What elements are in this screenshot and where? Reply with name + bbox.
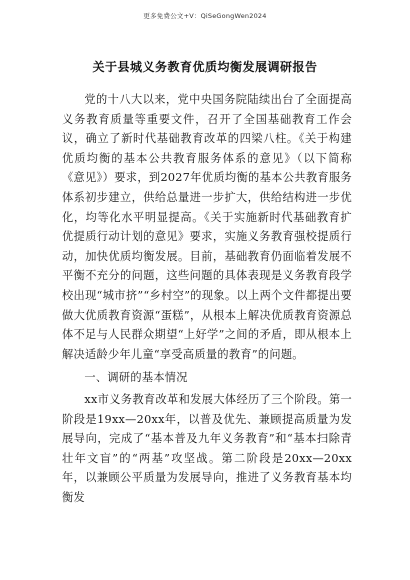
section-paragraph: xx市义务教育改革和发展大体经历了三个阶段。第一阶段是19xx—20xx年，以普及优先、兼顾提高质量为发展导向，完成了“基本普及九年义务教育”和“基本扫除青壮年文盲”的“两基”攻坚战。第二阶段是20xx—20xx年，以兼顾公平质量为发展导向，推进了义务教育基本均衡发 [62, 392, 352, 504]
header-note: 更多免费公文+V：QiSeGongWen2024 [143, 12, 267, 20]
document-title: 关于县城义务教育优质均衡发展调研报告 [92, 60, 318, 74]
document-body [62, 90, 352, 507]
intro-paragraph: 党的十八大以来，党中央国务院陆续出台了全面提高义务教育质量等重要文件，召开了全国基础教育工作会议，确立了新时代基础教育改革的四梁八柱。《关于构建优质均衡的基本公共教育服务体系的意见》（以下简称《意见》）要求，到2027年优质均衡的基本公共教育服务体系初步建立，供给总量进一步扩大，供给结构进一步优化，均等化水平明显提高。《关于实施新时代基础教育扩优提质行动计划的意见》要求，实施义务教育强校提质行动，加快优质均衡发展。目前，基础教育仍面临着发展不平衡不充分的问题，这些问题的具体表现是义务教育段学校出现“城市挤”“乡村空”的现象。以上两个文件都提出要做大优质教育资源“蛋糕”，从根本上解决优质教育资源总体不足与人民群众期望“上好学”之间的矛盾，即从根本上解决适龄少年儿童“享受高质量的教育”的问题。 [62, 93, 352, 361]
section-heading: 一、调研的基本情况 [84, 371, 188, 385]
